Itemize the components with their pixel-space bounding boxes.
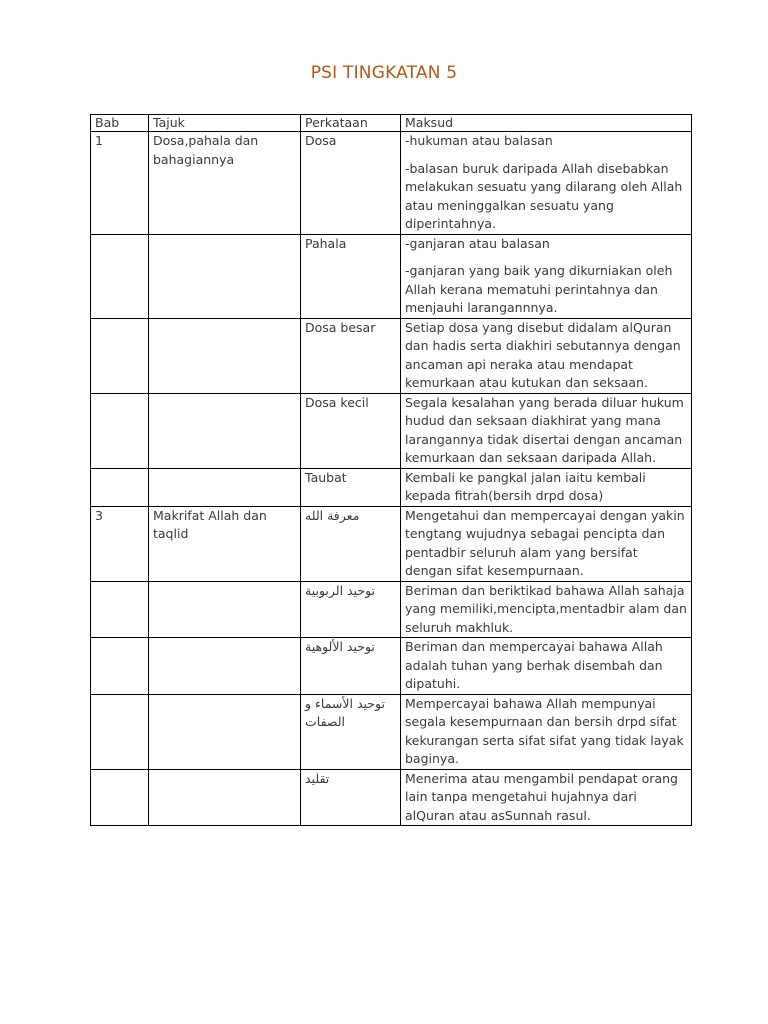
header-bab: Bab [91,115,149,132]
cell-maksud [401,318,692,393]
cell-bab [91,769,149,826]
cell-perkataan: Dosa kecil [301,393,401,468]
cell-perkataan: تقليد [301,769,401,826]
definition-text: Segala kesalahan yang berada diluar hukum hudud dan seksaan diakhirat yang mana larangannya tidak disertai dengan ancaman kemurkaan dan seksaan daripada Allah. [405,394,684,465]
cell-maksud [401,234,692,318]
cell-tajuk [149,468,301,506]
definition-text: Beriman dan mempercayai bahawa Allah adalah tuhan yang berhak disembah dan dipatuhi. [405,639,663,691]
header-tajuk: Tajuk [149,115,301,132]
table-row [91,694,692,769]
cell-bab [91,393,149,468]
cell-perkataan: توحيد الأسماء و الصفات [301,694,401,769]
cell-perkataan: Taubat [301,468,401,506]
cell-tajuk: Makrifat Allah dan taqlid [149,506,301,581]
cell-maksud [401,393,692,468]
cell-maksud [401,581,692,638]
table-row [91,638,692,695]
cell-tajuk [149,769,301,826]
table-row [91,393,692,468]
cell-perkataan: Dosa besar [301,318,401,393]
cell-bab [91,468,149,506]
cell-bab [91,234,149,318]
cell-tajuk [149,638,301,695]
table-row [91,318,692,393]
table-row [91,581,692,638]
cell-tajuk [149,581,301,638]
table-row [91,506,692,581]
vocabulary-table [90,114,692,826]
definition-text: Beriman dan beriktikad bahawa Allah sahaja yang memiliki,mencipta,mentadbir alam dan seluruh makhluk. [405,582,687,635]
cell-maksud [401,506,692,581]
cell-maksud [401,468,692,506]
cell-perkataan: توحيد الألوهية [301,638,401,695]
cell-maksud [401,769,692,826]
table-row [91,234,692,318]
definition-text: Setiap dosa yang disebut didalam alQuran dan hadis serta diakhiri sebutannya dengan ancaman api neraka atau mendapat kemurkaan atau kutukan dan seksaan. [405,319,681,390]
definition-text: -ganjaran atau balasan [405,235,550,251]
cell-tajuk [149,318,301,393]
header-perkataan: Perkataan [301,115,401,132]
cell-maksud [401,694,692,769]
definition-text: Menerima atau mengambil pendapat orang lain tanpa mengetahui hujahnya dari alQuran atau asSunnah rasul. [405,770,678,823]
definition-text: Mempercayai bahawa Allah mempunyai segala kesempurnaan dan bersih drpd sifat kekurangan serta sifat sifat yang tidak layak baginya. [405,695,684,766]
cell-perkataan: Pahala [301,234,401,318]
table-row [91,769,692,826]
cell-tajuk [149,234,301,318]
table-body [91,132,692,826]
cell-bab [91,581,149,638]
definition-text: -balasan buruk daripada Allah disebabkan melakukan sesuatu yang dilarang oleh Allah atau meninggalkan sesuatu yang diperintahnya. [405,160,683,231]
cell-bab: 3 [91,506,149,581]
table-row [91,468,692,506]
definition-text: -hukuman atau balasan [405,133,553,148]
cell-bab [91,694,149,769]
cell-maksud [401,132,692,235]
definition-text: Kembali ke pangkal jalan iaitu kembali kepada fitrah(bersih drpd dosa) [405,469,646,503]
cell-maksud [401,638,692,695]
definition-text: Mengetahui dan mempercayai dengan yakin tengtang wujudnya sebagai pencipta dan pentadbir seluruh alam yang bersifat dengan sifat kesempurnaan. [405,507,685,578]
cell-perkataan: توحيد الربوبية [301,581,401,638]
page-title: PSI TINGKATAN 5 [310,63,458,83]
cell-perkataan: معرفة الله [301,506,401,581]
cell-bab: 1 [91,132,149,235]
table-header-row [91,115,692,132]
cell-tajuk [149,694,301,769]
header-maksud: Maksud [401,115,692,132]
cell-tajuk: Dosa,pahala dan bahagiannya [149,132,301,235]
definition-text: -ganjaran yang baik yang dikurniakan oleh Allah kerana mematuhi perintahnya dan menjauhi larangannnya. [405,263,673,315]
cell-bab [91,318,149,393]
cell-tajuk [149,393,301,468]
cell-bab [91,638,149,695]
table-row [91,132,692,235]
cell-perkataan: Dosa [301,132,401,235]
